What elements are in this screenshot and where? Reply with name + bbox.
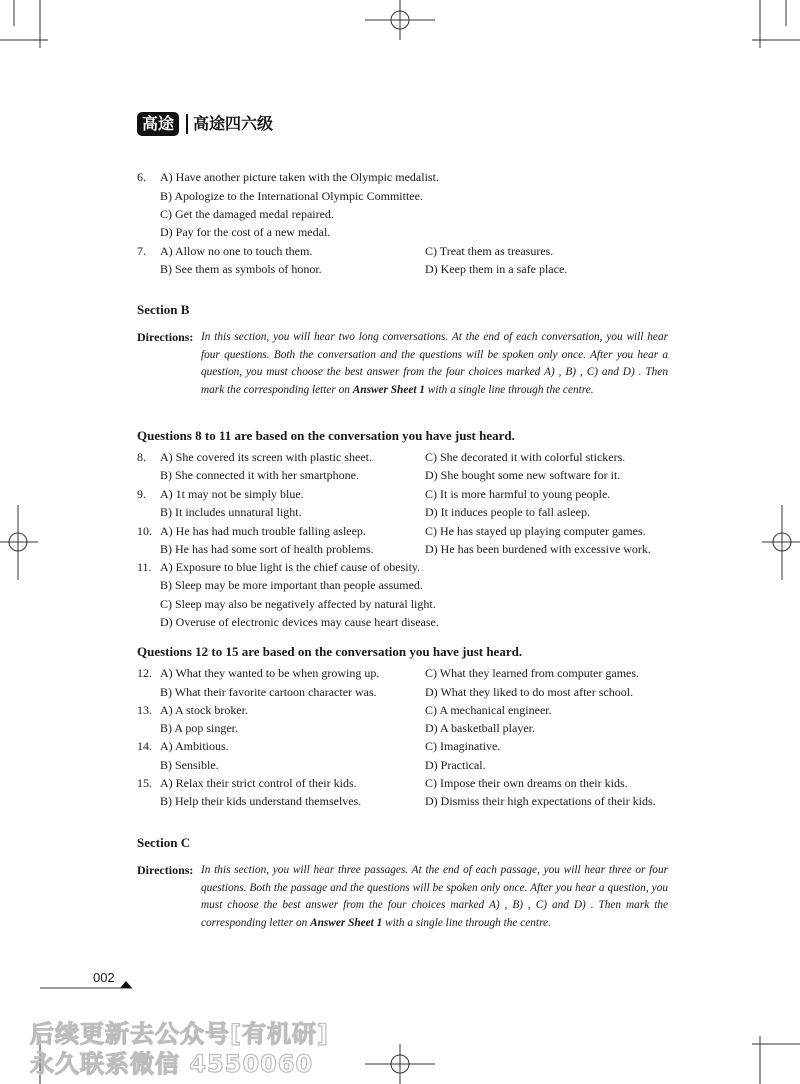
footer-triangle	[120, 981, 132, 988]
section-c-directions-label: Directions:	[137, 863, 194, 877]
option-d: D) Practical.	[425, 758, 486, 772]
option-c: C) Impose their own dreams on their kids.	[425, 776, 628, 790]
option-b: B) Help their kids understand themselves.	[160, 794, 362, 808]
group-1-heading: Questions 8 to 11 are based on the conversation you have just heard.	[137, 428, 515, 443]
option-c: C) It is more harmful to young people.	[425, 487, 611, 501]
option-b: B) A pop singer.	[160, 721, 239, 735]
brand-title: 高途四六级	[193, 114, 274, 133]
directions-text-end: with a single line through the centre.	[424, 383, 594, 396]
question-number: 10.	[137, 524, 152, 538]
option-d: D) A basketball player.	[425, 721, 535, 735]
option-d: D) What they liked to do most after school.	[425, 685, 634, 699]
option-d: D) It induces people to fall asleep.	[425, 505, 590, 519]
option-d: D) Pay for the cost of a new medal.	[160, 225, 331, 239]
option-d: D) She bought some new software for it.	[425, 468, 621, 482]
option-b: B) Sensible.	[160, 758, 219, 772]
option-d: D) Keep them in a safe place.	[425, 262, 568, 276]
option-d: D) He has been burdened with excessive work.	[425, 542, 651, 556]
question-number: 12.	[137, 666, 152, 680]
option-b: B) Sleep may be more important than people assumed.	[160, 578, 423, 592]
option-b: B) She connected it with her smartphone.	[160, 468, 359, 482]
question-number: 14.	[137, 739, 152, 753]
question-number: 11.	[137, 560, 152, 574]
section-b-title: Section B	[137, 302, 190, 317]
option-a: A) She covered its screen with plastic sheet.	[160, 450, 372, 464]
option-c: C) Imaginative.	[425, 739, 501, 753]
question-number: 15.	[137, 776, 152, 790]
section-b-directions	[201, 329, 668, 399]
option-c: C) A mechanical engineer.	[425, 703, 552, 717]
option-b: B) It includes unnatural light.	[160, 505, 302, 519]
logo-separator	[186, 114, 188, 134]
option-a: A) Allow no one to touch them.	[160, 244, 313, 258]
directions-text: In this section, you will hear three passages. At the end of each passage, you will hear three or four questions. Both the passage and the questions will be spoken only once. After you hear a question, you must choose the best answer from the four choices marked A) , B) , C) and D) . Then mark the corresponding letter on	[201, 864, 668, 929]
question-number: 6.	[137, 170, 146, 184]
question-number: 8.	[137, 450, 146, 464]
watermark-line-1: 后续更新去公众号[有机研]	[30, 1020, 329, 1048]
option-c: C) What they learned from computer games.	[425, 666, 640, 680]
directions-text-end: with a single line through the centre.	[382, 916, 551, 929]
option-a: A) Ambitious.	[160, 739, 229, 753]
option-b: B) Apologize to the International Olympic Committee.	[160, 189, 423, 203]
option-a: A) Exposure to blue light is the chief cause of obesity.	[160, 560, 421, 574]
answer-sheet-ref: Answer Sheet 1	[352, 383, 425, 396]
option-b: B) What their favorite cartoon character was.	[160, 685, 377, 699]
directions-text: In this section, you will hear two long conversations. At the end of each conversation, you will hear four questions. Both the conversation and the questions will be spoken only once. After you hear a question, you must choose the best answer from the four choices marked A) , B) , C) and D) . Then mark the corresponding letter on	[201, 331, 668, 396]
answer-sheet-ref: Answer Sheet 1	[310, 916, 383, 929]
question-number: 7.	[137, 244, 146, 258]
question-number: 9.	[137, 487, 146, 501]
option-a: A) He has had much trouble falling asleep.	[160, 524, 366, 538]
watermark-line-2: 永久联系微信 4550060	[30, 1050, 314, 1078]
section-c-title: Section C	[137, 835, 191, 850]
option-a: A) A stock broker.	[160, 703, 248, 717]
option-c: C) Get the damaged medal repaired.	[160, 207, 334, 221]
option-a: A) What they wanted to be when growing up.	[160, 666, 380, 680]
option-d: D) Dismiss their high expectations of their kids.	[425, 794, 656, 808]
brand-logo: 高途	[137, 112, 179, 136]
option-c: C) He has stayed up playing computer games.	[425, 524, 646, 538]
option-d: D) Overuse of electronic devices may cause heart disease.	[160, 615, 439, 629]
page-number: 002	[93, 970, 115, 985]
group-2-heading: Questions 12 to 15 are based on the conversation you have just heard.	[137, 644, 523, 659]
option-c: C) She decorated it with colorful stickers.	[425, 450, 626, 464]
option-b: B) See them as symbols of honor.	[160, 262, 322, 276]
section-c-directions	[201, 862, 668, 932]
option-c: C) Sleep may also be negatively affected by natural light.	[160, 597, 436, 611]
question-number: 13.	[137, 703, 152, 717]
option-a: A) 1t may not be simply blue.	[160, 487, 304, 501]
option-b: B) He has had some sort of health problems.	[160, 542, 374, 556]
option-a: A) Relax their strict control of their kids.	[160, 776, 357, 790]
section-b-directions-label: Directions:	[137, 330, 194, 344]
option-c: C) Treat them as treasures.	[425, 244, 554, 258]
option-a: A) Have another picture taken with the Olympic medalist.	[160, 170, 439, 184]
